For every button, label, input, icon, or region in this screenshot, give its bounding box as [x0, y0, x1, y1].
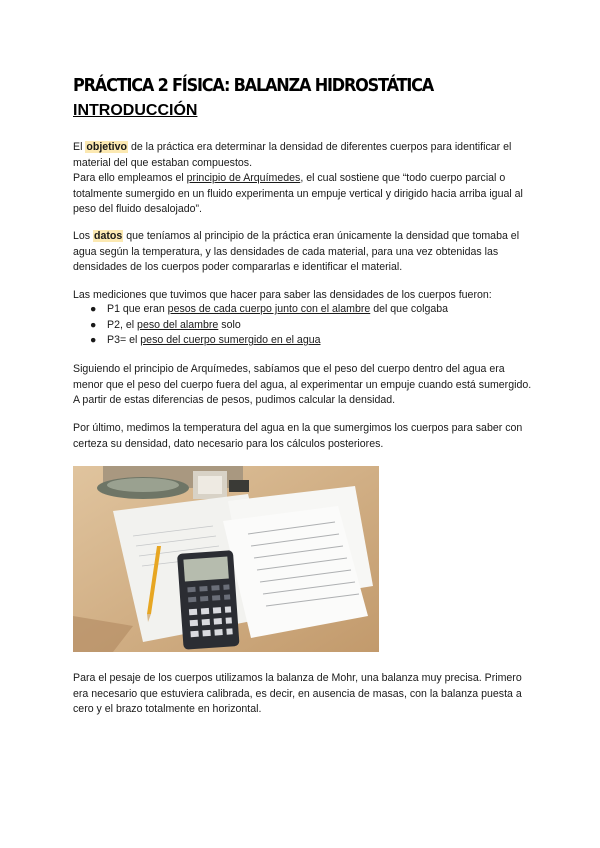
- document-title: PRÁCTICA 2 FÍSICA: BALANZA HIDROSTÁTICA: [73, 76, 434, 96]
- paragraph-objective: [73, 140, 533, 218]
- text: El: [73, 141, 86, 153]
- bullet-icon: ●: [90, 318, 97, 331]
- text: del que colgaba: [370, 303, 449, 315]
- text: Para ello empleamos el: [73, 172, 187, 185]
- text: solo: [218, 318, 241, 331]
- text: P3= el: [107, 334, 141, 347]
- underlined-text: pesos de cada cuerpo junto con el alambre: [167, 303, 371, 315]
- link-principio-arquimedes: principio de Arquímedes: [186, 172, 301, 185]
- bullet-icon: ●: [90, 303, 97, 315]
- underlined-text: peso del cuerpo sumergido en el agua: [140, 334, 321, 347]
- section-heading: INTRODUCCIÓN: [73, 102, 198, 119]
- list-item: [73, 333, 448, 349]
- paragraph-arquimedes: Siguiendo el principio de Arquímedes, sabíamos que el peso del cuerpo dentro del agua era menor que el peso del cuerpo fuera del agua, al experimentar un empuje cuando está sumergido. A partir de estas diferencias de pesos, pudimos calcular la densidad.: [73, 363, 532, 407]
- measurement-list: [73, 302, 448, 349]
- highlight-datos: datos: [94, 230, 123, 242]
- text: P1 que eran: [107, 303, 168, 315]
- paragraph-mediciones: Las mediciones que tuvimos que hacer para saber las densidades de los cuerpos fueron:: [73, 289, 492, 301]
- paragraph-balanza-mohr: Para el pesaje de los cuerpos utilizamos la balanza de Mohr, una balanza muy precisa. Primero era necesario que estuviera calibrada, es decir, en ausencia de masas, con la balanza puesta a cero y el brazo totalmente en horizontal.: [73, 672, 522, 716]
- underlined-text: peso del alambre: [137, 318, 219, 331]
- text: Los: [73, 230, 94, 242]
- paragraph-temperatura: Por último, medimos la temperatura del agua en la que sumergimos los cuerpos para saber con certeza su densidad, dato necesario para los cálculos posteriores.: [73, 422, 523, 450]
- lab-photo-illustration: [73, 466, 379, 652]
- text: P2, el: [107, 318, 138, 331]
- list-item: [73, 318, 448, 334]
- list-item: [73, 302, 448, 318]
- paragraph-datos: [73, 229, 533, 276]
- lab-photo: [73, 466, 379, 652]
- text: , el cual sostiene que “todo cuerpo parcial o totalmente sumergido en un fluido experimenta un empuje vertical y dirigido hacia arriba igual al peso del fluido desalojado”.: [73, 172, 523, 216]
- text: de la práctica era determinar la densidad de diferentes cuerpos para identificar el material del que estaban compuestos.: [73, 141, 512, 169]
- highlight-objetivo: objetivo: [86, 141, 127, 153]
- bullet-icon: ●: [90, 334, 97, 347]
- text: que teníamos al principio de la práctica eran únicamente la densidad que tomaba el agua según la temperatura, y las densidades de cada material, para una vez obtenidas las densidades de los cuerpos poder compararlas e identificar el material.: [73, 230, 520, 274]
